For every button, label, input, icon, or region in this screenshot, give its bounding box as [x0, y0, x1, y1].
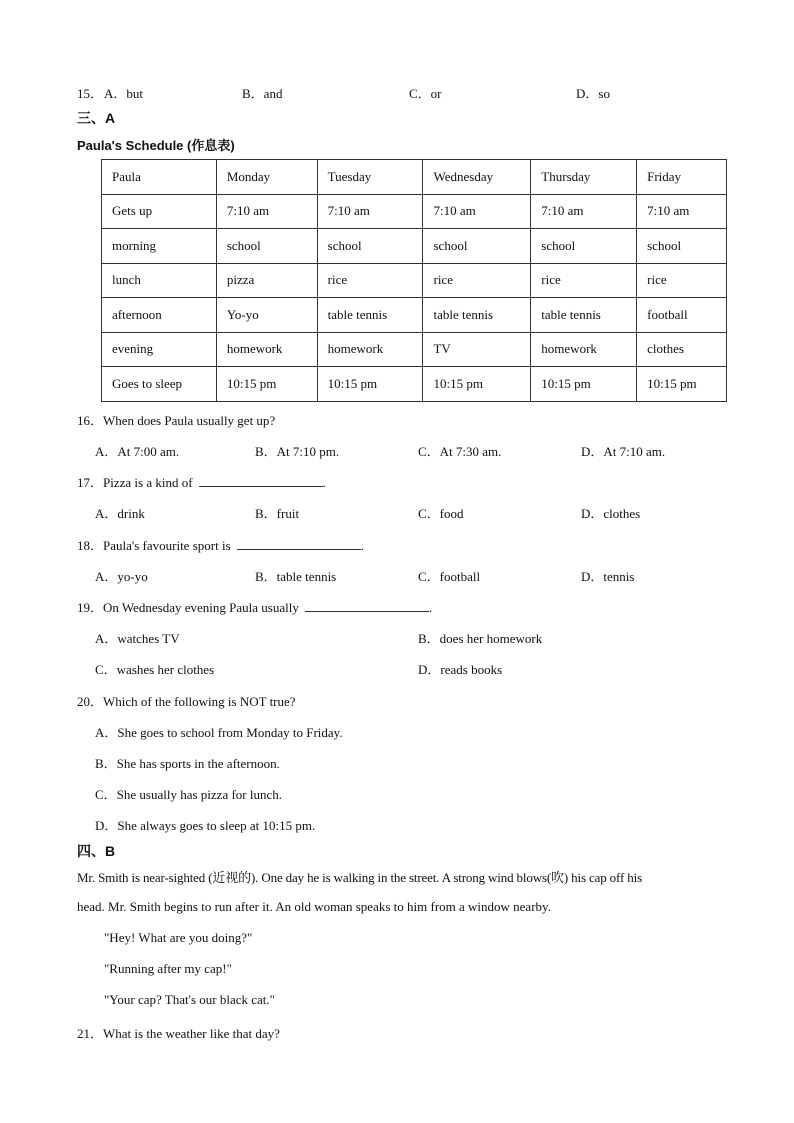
option-a: A．drink [95, 506, 145, 521]
table-cell: Wednesday [423, 160, 531, 195]
table-row [102, 194, 727, 229]
table-cell: afternoon [102, 298, 217, 333]
table-cell: Monday [216, 160, 317, 195]
table-cell: 7:10 am [637, 194, 727, 229]
option-c: C．washes her clothes [95, 662, 215, 677]
answer-blank [305, 599, 429, 612]
table-cell: clothes [637, 332, 727, 367]
question-stem: 19．On Wednesday evening Paula usually [77, 600, 299, 615]
section-heading: 三、A [77, 110, 116, 126]
table-row [102, 298, 727, 333]
option-c: C．food [418, 506, 464, 521]
table-cell: school [317, 229, 423, 264]
table-cell: school [423, 229, 531, 264]
passage-line-2: head. Mr. Smith begins to run after it. An old woman speaks to him from a window nearby. [77, 899, 551, 914]
schedule-title: Paula's Schedule (作息表) [77, 138, 235, 153]
dialogue-line-1: "Hey! What are you doing?" [104, 930, 253, 945]
option-b: B．and [242, 86, 283, 101]
option-c: C．or [409, 86, 442, 101]
question-17 [77, 472, 326, 491]
option-a: A．She goes to school from Monday to Friday. [95, 725, 343, 740]
question-21-stem: 21．What is the weather like that day? [77, 1026, 280, 1041]
schedule-table [101, 159, 727, 402]
table-cell: 10:15 pm [216, 367, 317, 402]
dialogue-line-2: "Running after my cap!" [104, 961, 232, 976]
table-cell: school [216, 229, 317, 264]
table-cell: football [637, 298, 727, 333]
table-cell: 7:10 am [317, 194, 423, 229]
table-cell: homework [531, 332, 637, 367]
table-row [102, 367, 727, 402]
answer-blank [199, 474, 323, 487]
stem-end: . [428, 600, 433, 615]
option-a: A．but [104, 86, 144, 101]
table-cell: rice [637, 263, 727, 298]
option-c: C．At 7:30 am. [418, 444, 502, 459]
option-d: D．She always goes to sleep at 10:15 pm. [95, 818, 316, 833]
question-stem: 17．Pizza is a kind of [77, 475, 193, 490]
question-number: 15． [77, 86, 104, 101]
table-cell: homework [216, 332, 317, 367]
table-cell: 10:15 pm [531, 367, 637, 402]
table-row [102, 263, 727, 298]
table-cell: Tuesday [317, 160, 423, 195]
section-heading: 四、B [77, 843, 116, 859]
table-cell: homework [317, 332, 423, 367]
table-cell: 10:15 pm [423, 367, 531, 402]
answer-blank [237, 537, 361, 550]
dialogue-line-3: "Your cap? That's our black cat." [104, 992, 275, 1007]
table-cell: rice [531, 263, 637, 298]
table-cell: Yo-yo [216, 298, 317, 333]
table-cell: 10:15 pm [637, 367, 727, 402]
option-a: A．At 7:00 am. [95, 444, 180, 459]
table-cell: pizza [216, 263, 317, 298]
table-cell: Friday [637, 160, 727, 195]
option-c: C．football [418, 569, 481, 584]
table-cell: table tennis [531, 298, 637, 333]
option-b: B．fruit [255, 506, 300, 521]
stem-end: . [360, 538, 364, 553]
table-cell: Goes to sleep [102, 367, 217, 402]
option-b: B．At 7:10 pm. [255, 444, 340, 459]
option-d: D．so [576, 86, 610, 101]
option-b: B．She has sports in the afternoon. [95, 756, 280, 771]
table-cell: 10:15 pm [317, 367, 423, 402]
table-row [102, 229, 727, 264]
option-c: C．She usually has pizza for lunch. [95, 787, 283, 802]
table-cell: 7:10 am [531, 194, 637, 229]
table-cell: Thursday [531, 160, 637, 195]
table-cell: 7:10 am [216, 194, 317, 229]
table-cell: Gets up [102, 194, 217, 229]
table-cell: evening [102, 332, 217, 367]
table-cell: rice [423, 263, 531, 298]
table-cell: table tennis [317, 298, 423, 333]
option-d: D．tennis [581, 569, 635, 584]
question-19 [77, 597, 432, 616]
option-a: A．yo-yo [95, 569, 148, 584]
passage-line-1: Mr. Smith is near-sighted (近视的). One day he is walking in the street. A strong wind blows(吹) his cap off his [77, 870, 642, 885]
question-15 [77, 83, 103, 102]
table-cell: morning [102, 229, 217, 264]
question-20-stem: 20．Which of the following is NOT true? [77, 694, 296, 709]
table-row [102, 332, 727, 367]
option-d: D．clothes [581, 506, 641, 521]
table-cell: table tennis [423, 298, 531, 333]
stem-end: . [322, 475, 326, 490]
option-d: D．reads books [418, 662, 503, 677]
option-d: D．At 7:10 am. [581, 444, 666, 459]
question-18 [77, 535, 364, 554]
table-cell: lunch [102, 263, 217, 298]
option-b: B．does her homework [418, 631, 543, 646]
table-row [102, 160, 727, 195]
table-cell: TV [423, 332, 531, 367]
table-cell: school [637, 229, 727, 264]
option-a: A．watches TV [95, 631, 180, 646]
question-16-stem: 16．When does Paula usually get up? [77, 413, 276, 428]
table-cell: school [531, 229, 637, 264]
table-cell: Paula [102, 160, 217, 195]
table-cell: rice [317, 263, 423, 298]
option-b: B．table tennis [255, 569, 337, 584]
question-stem: 18．Paula's favourite sport is [77, 538, 231, 553]
table-cell: 7:10 am [423, 194, 531, 229]
